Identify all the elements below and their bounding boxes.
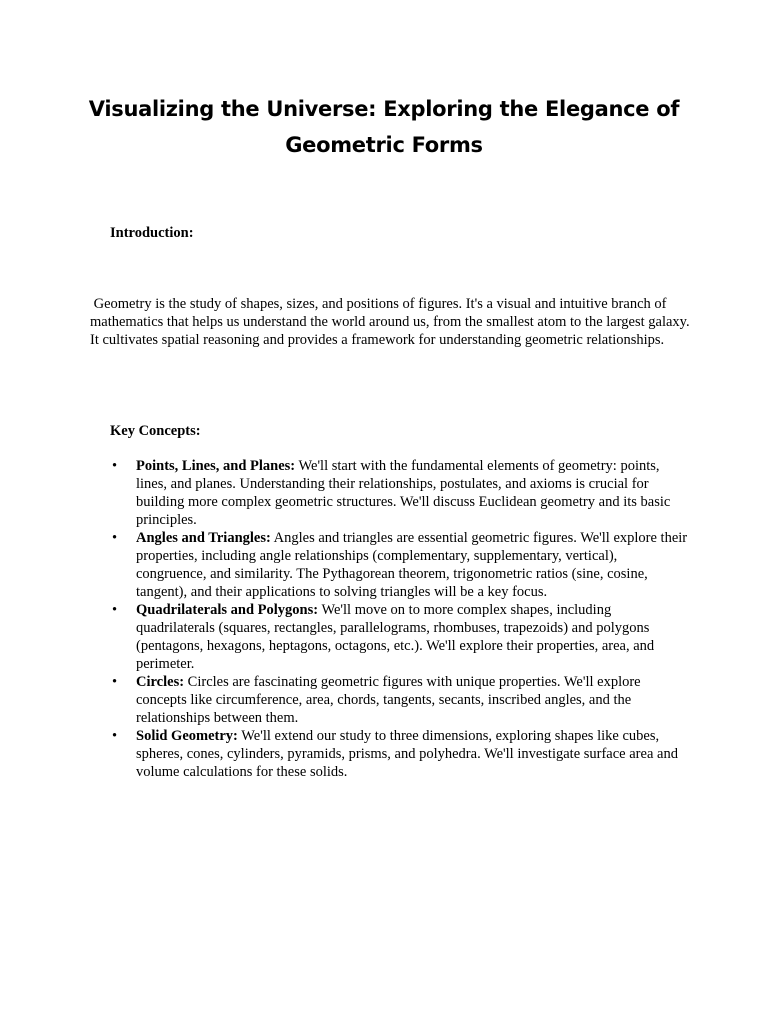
- concept-item-points-lines-planes: [110, 457, 690, 529]
- introduction-paragraph: Geometry is the study of shapes, sizes, and positions of figures. It's a visual and intuitive branch of mathematics that helps us understand the world around us, from the smallest atom to the largest galaxy. It cultivates spatial reasoning and provides a framework for understanding geometric relationships.: [90, 296, 694, 348]
- concept-term: Points, Lines, and Planes:: [136, 458, 296, 474]
- bullet-icon: •: [112, 674, 118, 690]
- concept-item-angles-triangles: [110, 529, 690, 601]
- concept-description: Angles and triangles are essential geometric figures. We'll explore their properties, including angle relationships (complementary, supplementary, vertical), congruence, and similarity. The Pythagorean theorem, trigonometric ratios (sine, cosine, tangent), and their applications to solving triangles will be a key focus.: [136, 530, 688, 600]
- introduction-heading: Introduction:: [110, 225, 194, 241]
- concept-description: We'll start with the fundamental elements of geometry: points, lines, and planes. Understanding their relationships, postulates, and axioms is crucial for building more complex geometric structures. We'll discuss Euclidean geometry and its basic principles.: [136, 458, 671, 528]
- concept-description: Circles are fascinating geometric figures with unique properties. We'll explore concepts like circumference, area, chords, tangents, secants, inscribed angles, and the relationships between them.: [136, 674, 641, 726]
- concept-item-quadrilaterals-polygons: [110, 601, 690, 673]
- concept-item-circles: [110, 673, 690, 727]
- bullet-icon: •: [112, 602, 118, 618]
- concept-description: We'll extend our study to three dimensions, exploring shapes like cubes, spheres, cones, cylinders, pyramids, prisms, and polyhedra. We'll investigate surface area and volume calculations for these solids.: [136, 728, 678, 780]
- concept-description: We'll move on to more complex shapes, including quadrilaterals (squares, rectangles, parallelograms, rhombuses, trapezoids) and polygons (pentagons, hexagons, heptagons, octagons, etc.). We'll explore their properties, area, and perimeter.: [136, 602, 655, 672]
- bullet-icon: •: [112, 530, 118, 546]
- bullet-icon: •: [112, 728, 118, 744]
- concept-term: Circles:: [136, 674, 185, 690]
- concept-item-solid-geometry: [110, 727, 690, 781]
- concept-term: Quadrilaterals and Polygons:: [136, 602, 319, 618]
- bullet-icon: •: [112, 458, 118, 474]
- concept-term: Angles and Triangles:: [136, 530, 271, 546]
- key-concepts-list: [110, 457, 690, 781]
- concept-term: Solid Geometry:: [136, 728, 238, 744]
- document-title: Visualizing the Universe: Exploring the Elegance of Geometric Forms: [88, 97, 680, 157]
- key-concepts-heading: Key Concepts:: [110, 423, 201, 439]
